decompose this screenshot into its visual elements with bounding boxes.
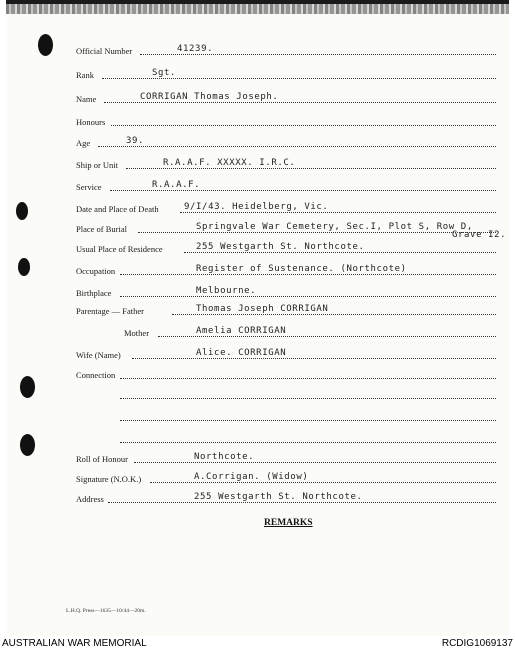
dotted-line — [108, 502, 496, 503]
signature-label: Signature (N.O.K.) — [76, 474, 142, 484]
field-father — [76, 302, 496, 316]
document-sheet — [6, 0, 509, 636]
roll-of-honour-label: Roll of Honour — [76, 454, 128, 464]
father-value: Thomas Joseph CORRIGAN — [196, 304, 329, 314]
dotted-line — [104, 102, 496, 103]
dotted-line — [140, 54, 496, 55]
age-value: 39. — [126, 136, 145, 146]
punch-hole — [16, 202, 28, 220]
field-death — [76, 200, 496, 214]
death-label: Date and Place of Death — [76, 204, 159, 214]
punch-hole — [38, 34, 53, 56]
connection-blank-line — [76, 408, 496, 422]
dotted-line — [110, 190, 496, 191]
address-label: Address — [76, 494, 104, 504]
name-label: Name — [76, 94, 97, 104]
service-label: Service — [76, 182, 102, 192]
rank-label: Rank — [76, 70, 94, 80]
punch-hole — [18, 258, 30, 276]
mother-value: Amelia CORRIGAN — [196, 326, 287, 336]
dotted-line — [98, 146, 496, 147]
punch-hole — [20, 376, 35, 398]
ship-or-unit-label: Ship or Unit — [76, 160, 119, 170]
burial-label: Place of Burial — [76, 224, 127, 234]
birthplace-label: Birthplace — [76, 288, 112, 298]
field-age — [76, 134, 496, 148]
printer-mark: L.H.Q. Press—1635—10/44—20m. — [66, 608, 146, 614]
death-value: 9/I/43. Heidelberg, Vic. — [184, 202, 329, 212]
dotted-line — [120, 274, 496, 275]
field-roll-of-honour — [76, 450, 496, 464]
field-residence — [76, 240, 496, 254]
dotted-line — [184, 252, 496, 253]
roll-of-honour-value: Northcote. — [194, 452, 255, 462]
dotted-line — [111, 125, 496, 126]
address-value: 255 Westgarth St. Northcote. — [194, 492, 363, 502]
dotted-line — [102, 78, 496, 79]
service-value: R.A.A.F. — [152, 180, 201, 190]
field-wife — [76, 346, 496, 360]
burial-value-continued: Grave I2. — [452, 230, 507, 240]
footer-record-id: RCDIG1069137 — [441, 638, 513, 649]
official-number-label: Official Number — [76, 46, 133, 56]
signature-value: A.Corrigan. (Widow) — [194, 472, 309, 482]
scan-edge — [6, 4, 509, 14]
field-signature — [76, 470, 496, 484]
occupation-value: Register of Sustenance. (Northcote) — [196, 264, 407, 274]
field-burial — [76, 220, 496, 234]
field-occupation — [76, 262, 496, 276]
field-honours — [76, 113, 496, 127]
official-number-value: 41239. — [177, 44, 214, 54]
father-label: Parentage — Father — [76, 306, 144, 316]
dotted-line — [126, 168, 496, 169]
wife-label: Wife (Name) — [76, 350, 121, 360]
field-official-number — [76, 42, 496, 56]
remarks-heading: REMARKS — [264, 518, 313, 528]
dotted-line — [158, 336, 496, 337]
field-mother — [76, 324, 496, 338]
age-label: Age — [76, 138, 91, 148]
rank-value: Sgt. — [152, 68, 177, 78]
field-name — [76, 90, 496, 104]
occupation-label: Occupation — [76, 266, 116, 276]
birthplace-value: Melbourne. — [196, 286, 257, 296]
residence-value: 255 Westgarth St. Northcote. — [196, 242, 365, 252]
field-rank — [76, 66, 496, 80]
mother-label: Mother — [124, 328, 150, 338]
dotted-line — [138, 232, 496, 233]
dotted-line — [120, 420, 496, 421]
name-value: CORRIGAN Thomas Joseph. — [140, 92, 279, 102]
dotted-line — [120, 442, 496, 443]
wife-value: Alice. CORRIGAN — [196, 348, 287, 358]
dotted-line — [120, 398, 496, 399]
honours-label: Honours — [76, 117, 106, 127]
connection-blank-line — [76, 386, 496, 400]
dotted-line — [120, 378, 496, 379]
burial-value: Springvale War Cemetery, Sec.I, Plot S, Row D, — [196, 222, 473, 232]
dotted-line — [120, 296, 496, 297]
field-connection — [76, 366, 496, 380]
field-service — [76, 178, 496, 192]
field-ship-or-unit — [76, 156, 496, 170]
field-birthplace — [76, 284, 496, 298]
connection-blank-line — [76, 430, 496, 444]
residence-label: Usual Place of Residence — [76, 244, 163, 254]
dotted-line — [132, 358, 496, 359]
dotted-line — [172, 314, 496, 315]
dotted-line — [134, 462, 496, 463]
punch-hole — [20, 434, 35, 456]
connection-label: Connection — [76, 370, 116, 380]
ship-or-unit-value: R.A.A.F. XXXXX. I.R.C. — [163, 158, 296, 168]
footer-archive-name: AUSTRALIAN WAR MEMORIAL — [2, 638, 147, 649]
field-address — [76, 490, 496, 504]
dotted-line — [180, 212, 496, 213]
dotted-line — [150, 482, 496, 483]
